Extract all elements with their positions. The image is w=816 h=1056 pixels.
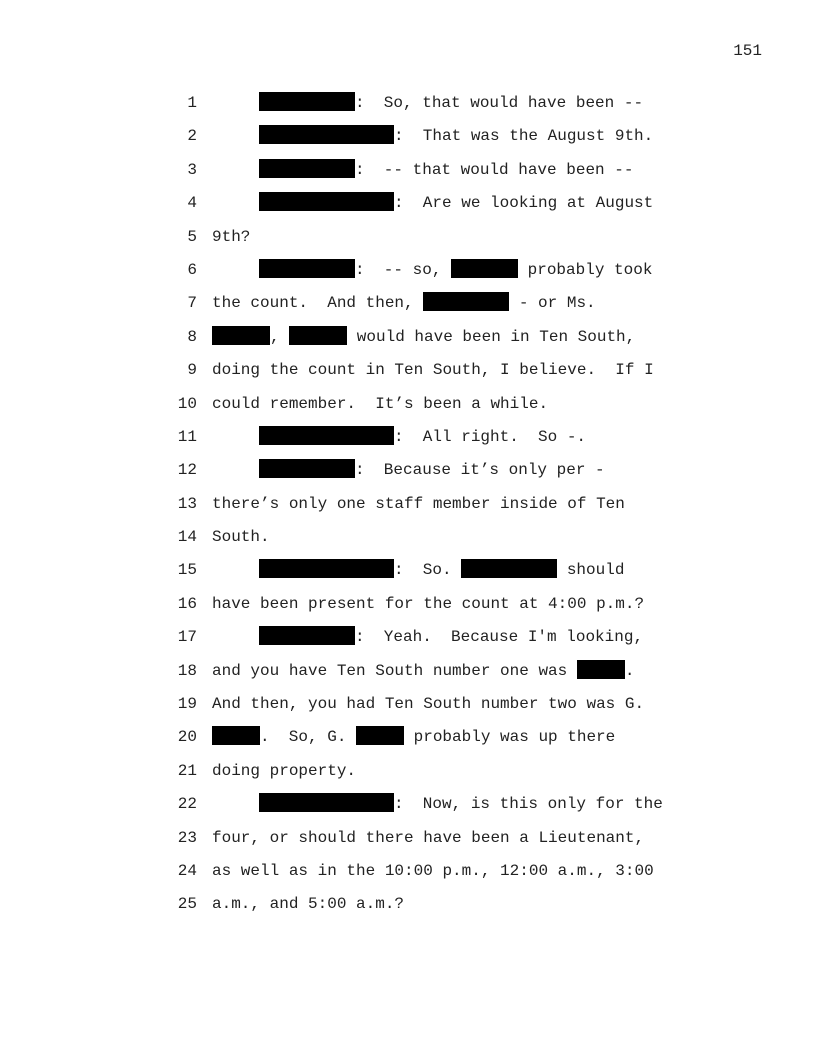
line-number: 24 [177, 861, 197, 880]
redaction-box [461, 559, 557, 578]
line-text [212, 393, 548, 415]
line-text [259, 459, 605, 481]
redaction-box [259, 793, 394, 812]
line-text [259, 125, 653, 147]
redaction-box [356, 726, 404, 745]
line-number: 17 [177, 628, 197, 647]
transcript-line [170, 660, 770, 693]
text-segment: : Yeah. Because I'm looking, [355, 628, 644, 647]
text-segment: there’s only one staff member inside of Ten [212, 494, 625, 513]
text-segment: : All right. So -. [394, 427, 587, 446]
text-segment: . So, G. [260, 728, 357, 747]
redaction-box [259, 459, 355, 478]
redaction-box [212, 326, 270, 345]
line-text [212, 326, 635, 348]
line-text [212, 860, 654, 882]
transcript-line [170, 726, 770, 759]
line-text [259, 426, 586, 448]
text-segment: have been present for the count at 4:00 p.m.? [212, 594, 645, 613]
text-segment: doing the count in Ten South, I believe. If I [212, 361, 654, 380]
redaction-box [259, 559, 394, 578]
text-segment: probably was up there [404, 728, 616, 747]
transcript-line [170, 693, 770, 726]
line-number: 23 [177, 828, 197, 847]
transcript-line [170, 226, 770, 259]
transcript-line [170, 92, 770, 125]
line-number: 1 [187, 94, 197, 112]
redaction-box [577, 660, 625, 679]
redaction-box [259, 426, 394, 445]
line-text [212, 292, 596, 314]
line-text [259, 559, 624, 581]
line-text [212, 493, 625, 515]
line-number: 9 [187, 361, 197, 380]
line-text [259, 159, 633, 181]
transcript-line [170, 559, 770, 592]
line-text [212, 660, 634, 682]
transcript-line [170, 326, 770, 359]
line-text [259, 793, 663, 815]
transcript-line [170, 493, 770, 526]
text-segment: South. [212, 528, 270, 547]
page-number: 151 [733, 42, 762, 60]
line-text [212, 827, 644, 849]
line-text [212, 359, 654, 381]
text-segment: the count. And then, [212, 294, 424, 313]
transcript-line [170, 125, 770, 158]
redaction-box [423, 292, 509, 311]
line-number: 3 [187, 160, 197, 179]
line-number: 19 [177, 695, 197, 714]
line-number: 13 [177, 494, 197, 513]
transcript-line [170, 827, 770, 860]
line-number: 15 [177, 561, 197, 580]
line-number: 21 [177, 761, 197, 780]
text-segment: : Because it’s only per - [355, 461, 605, 480]
line-text [212, 226, 250, 248]
text-segment: And then, you had Ten South number two was G. [212, 695, 645, 714]
redaction-box [259, 125, 394, 144]
line-text [259, 259, 652, 281]
line-number: 4 [187, 194, 197, 213]
line-number: 6 [187, 260, 197, 279]
line-number: 22 [177, 795, 197, 814]
redaction-box [259, 192, 394, 211]
text-segment: four, or should there have been a Lieutenant, [212, 828, 645, 847]
transcript-line [170, 259, 770, 292]
line-number: 20 [177, 728, 197, 747]
text-segment: : So, that would have been -- [355, 94, 644, 112]
text-segment: . [624, 661, 635, 680]
transcript-line [170, 793, 770, 826]
line-number: 2 [187, 127, 197, 146]
redaction-box [259, 92, 355, 111]
line-text [259, 92, 643, 114]
line-number: 7 [187, 294, 197, 313]
text-segment: would have been in Ten South, [347, 327, 636, 346]
transcript-body [170, 92, 770, 927]
line-text [212, 526, 270, 548]
line-text [212, 893, 404, 915]
line-number: 10 [177, 394, 197, 413]
text-segment: as well as in the 10:00 p.m., 12:00 a.m., 3:00 [212, 861, 654, 880]
redaction-box [259, 259, 355, 278]
text-segment: probably took [518, 260, 653, 279]
redaction-box [289, 326, 347, 345]
transcript-line [170, 760, 770, 793]
redaction-box [451, 259, 518, 278]
line-text [259, 626, 643, 648]
transcript-line [170, 426, 770, 459]
text-segment: should [557, 561, 625, 580]
transcript-line [170, 192, 770, 225]
text-segment: 9th? [212, 227, 251, 246]
text-segment: : Are we looking at August [394, 194, 654, 213]
text-segment: : That was the August 9th. [394, 127, 654, 146]
text-segment: a.m., and 5:00 a.m.? [212, 895, 405, 914]
redaction-box [212, 726, 260, 745]
line-text [212, 726, 615, 748]
text-segment: : So. [394, 561, 462, 580]
transcript-line [170, 459, 770, 492]
line-text [259, 192, 653, 214]
transcript-line [170, 393, 770, 426]
text-segment: and you have Ten South number one was [212, 661, 577, 680]
redaction-box [259, 159, 355, 178]
line-number: 14 [177, 528, 197, 547]
text-segment: : Now, is this only for the [394, 795, 663, 814]
line-number: 12 [177, 461, 197, 480]
text-segment: , [270, 327, 290, 346]
transcript-line [170, 159, 770, 192]
line-text [212, 593, 644, 615]
transcript-line [170, 292, 770, 325]
line-number: 18 [177, 661, 197, 680]
line-text [212, 760, 356, 782]
line-text [212, 693, 644, 715]
line-number: 25 [177, 895, 197, 914]
line-number: 16 [177, 594, 197, 613]
transcript-line [170, 359, 770, 392]
text-segment: : -- so, [355, 260, 452, 279]
line-number: 5 [187, 227, 197, 246]
transcript-line [170, 626, 770, 659]
text-segment: could remember. It’s been a while. [212, 394, 549, 413]
transcript-line [170, 593, 770, 626]
redaction-box [259, 626, 355, 645]
transcript-line [170, 526, 770, 559]
line-number: 8 [187, 327, 197, 346]
transcript-line [170, 893, 770, 926]
transcript-line [170, 860, 770, 893]
text-segment: : -- that would have been -- [355, 160, 634, 179]
text-segment: - or Ms. [509, 294, 596, 313]
text-segment: doing property. [212, 761, 357, 780]
line-number: 11 [177, 427, 197, 446]
